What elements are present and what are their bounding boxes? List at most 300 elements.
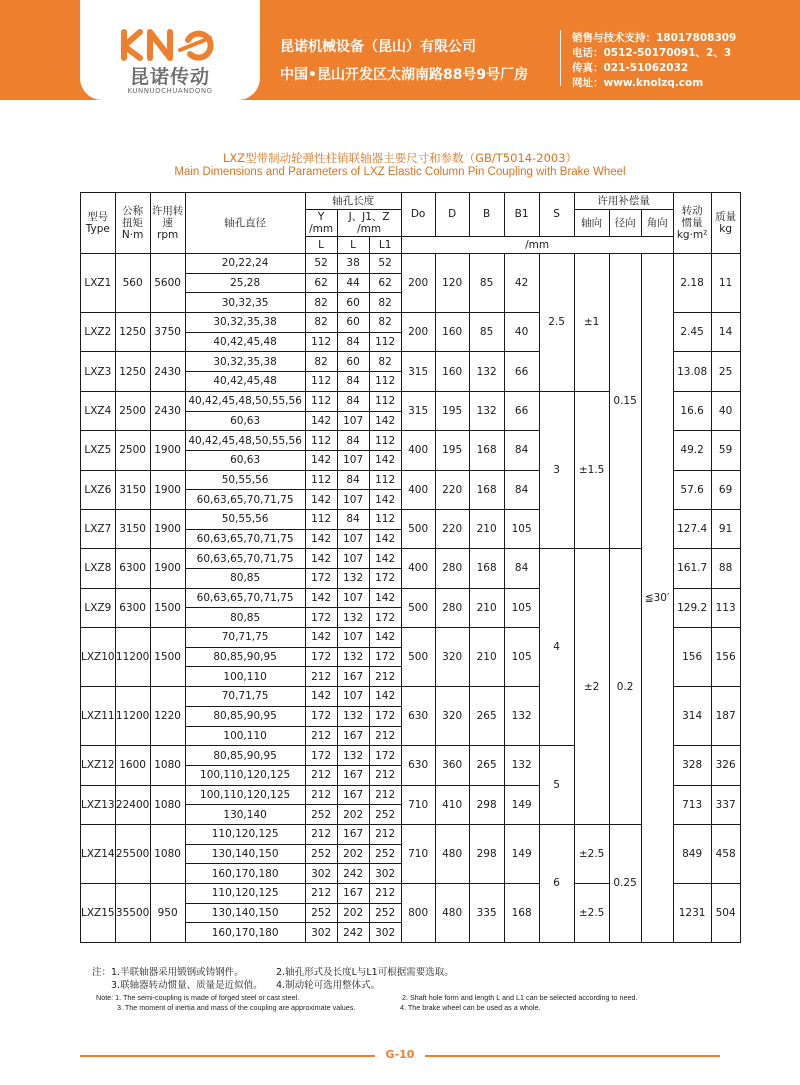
cell-inertia: 2.45 (673, 313, 711, 352)
cell-s: 3 (539, 391, 574, 549)
cell-length-l1: 52 (369, 254, 401, 274)
cell-type: LXZ8 (81, 549, 116, 588)
cell-d0: 500 (401, 588, 435, 627)
cell-length-l1: 302 (369, 923, 401, 943)
cell-d0: 500 (401, 509, 435, 548)
cell-speed: 1500 (150, 628, 185, 687)
cell-length-l-y: 212 (305, 884, 337, 904)
spec-table (80, 192, 741, 943)
cell-torque: 1600 (115, 746, 150, 785)
cell-type: LXZ7 (81, 509, 116, 548)
cell-length-l-j: 60 (337, 293, 369, 313)
cell-length-l-j: 107 (337, 588, 369, 608)
cell-d0: 500 (401, 628, 435, 687)
cell-length-l1: 172 (369, 746, 401, 766)
cell-b: 335 (469, 884, 504, 943)
cell-s: 5 (539, 746, 574, 825)
cell-length-l-y: 172 (305, 746, 337, 766)
cell-speed: 950 (150, 884, 185, 943)
cell-bore-diameter: 130,140 (185, 805, 305, 825)
cell-b1: 105 (504, 588, 539, 627)
cell-length-l-y: 212 (305, 785, 337, 805)
cell-length-l-j: 107 (337, 450, 369, 470)
cell-length-l-j: 107 (337, 529, 369, 549)
cell-length-l-y: 142 (305, 450, 337, 470)
table-row (81, 254, 741, 274)
cell-torque: 25500 (115, 824, 150, 883)
cell-bore-diameter: 60,63 (185, 450, 305, 470)
cell-bore-diameter: 60,63,65,70,71,75 (185, 588, 305, 608)
cell-length-l-j: 167 (337, 765, 369, 785)
cell-type: LXZ3 (81, 352, 116, 391)
cell-length-l-j: 242 (337, 864, 369, 884)
cell-d: 320 (435, 628, 469, 687)
cell-length-l1: 142 (369, 411, 401, 431)
col-bore: 轴孔直径 (185, 193, 305, 254)
cell-d0: 200 (401, 254, 435, 313)
cell-length-l-y: 112 (305, 431, 337, 451)
col-j: J、J1、Z /mm (337, 210, 401, 237)
cell-bore-diameter: 40,42,45,48 (185, 372, 305, 392)
cell-length-l-y: 112 (305, 509, 337, 529)
col-bore-length: 轴孔长度 (305, 193, 401, 210)
cell-bore-diameter: 100,110,120,125 (185, 785, 305, 805)
note-en-1: Note: 1. The semi-coupling is made of forged steel or cast steel. (96, 993, 300, 1002)
cell-length-l-j: 107 (337, 411, 369, 431)
cell-torque: 22400 (115, 785, 150, 824)
cell-length-l-j: 132 (337, 706, 369, 726)
cell-speed: 3750 (150, 313, 185, 352)
cell-bore-diameter: 70,71,75 (185, 628, 305, 648)
cell-radial: 0.15 (609, 254, 641, 549)
cell-inertia: 314 (673, 687, 711, 746)
cell-length-l1: 112 (369, 470, 401, 490)
cell-length-l1: 172 (369, 608, 401, 628)
col-l-j: L (337, 237, 369, 254)
cell-length-l-j: 132 (337, 647, 369, 667)
cell-mass: 88 (711, 549, 740, 588)
cell-b1: 66 (504, 391, 539, 430)
cell-inertia: 713 (673, 785, 711, 824)
cell-b: 132 (469, 391, 504, 430)
cell-length-l1: 172 (369, 706, 401, 726)
cell-length-l-y: 142 (305, 687, 337, 707)
cell-speed: 2430 (150, 391, 185, 430)
note-cn-3: 3.联轴器转动惯量、质量是近似值。 (111, 980, 263, 991)
cell-inertia: 2.18 (673, 254, 711, 313)
note-cn-2: 2.轴孔形式及长度L与L1可根据需要选取。 (276, 967, 454, 978)
cell-bore-diameter: 100,110 (185, 667, 305, 687)
cell-type: LXZ14 (81, 824, 116, 883)
cell-bore-diameter: 30,32,35 (185, 293, 305, 313)
cell-s: 4 (539, 549, 574, 746)
cell-torque: 6300 (115, 549, 150, 588)
cell-mass: 187 (711, 687, 740, 746)
cell-mass: 326 (711, 746, 740, 785)
cell-length-l1: 112 (369, 509, 401, 529)
cell-b1: 149 (504, 824, 539, 883)
cell-type: LXZ13 (81, 785, 116, 824)
cell-length-l-y: 112 (305, 391, 337, 411)
cell-b1: 84 (504, 431, 539, 470)
cell-length-l-j: 84 (337, 391, 369, 411)
col-l1: L1 (369, 237, 401, 254)
cell-inertia: 16.6 (673, 391, 711, 430)
cell-speed: 1900 (150, 549, 185, 588)
cell-d0: 630 (401, 746, 435, 785)
cell-length-l-y: 82 (305, 313, 337, 333)
cell-type: LXZ15 (81, 884, 116, 943)
cell-d0: 200 (401, 313, 435, 352)
cell-type: LXZ2 (81, 313, 116, 352)
note-cn-4: 4.制动轮可选用整体式。 (276, 980, 381, 991)
cell-mass: 11 (711, 254, 740, 313)
contact-website[interactable]: 网址：www.knolzq.com (572, 77, 704, 89)
cell-length-l-y: 142 (305, 628, 337, 648)
cell-bore-diameter: 100,110,120,125 (185, 765, 305, 785)
cell-b: 210 (469, 509, 504, 548)
cell-length-l1: 212 (369, 824, 401, 844)
cell-bore-diameter: 110,120,125 (185, 884, 305, 904)
cell-mass: 59 (711, 431, 740, 470)
cell-angular: ≦30′ (641, 254, 673, 943)
cell-length-l-j: 107 (337, 687, 369, 707)
col-mass: 质量 kg (711, 193, 740, 254)
cell-b: 210 (469, 628, 504, 687)
cell-type: LXZ12 (81, 746, 116, 785)
cell-length-l-y: 112 (305, 470, 337, 490)
cell-length-l-j: 38 (337, 254, 369, 274)
logo-brand-cn: 昆诺传动 (129, 66, 210, 88)
cell-length-l-j: 60 (337, 313, 369, 333)
cell-mass: 40 (711, 391, 740, 430)
cell-d: 160 (435, 313, 469, 352)
contact-fax: 传真：021-51062032 (572, 62, 689, 74)
cell-length-l-y: 142 (305, 411, 337, 431)
cell-inertia: 13.08 (673, 352, 711, 391)
col-torque: 公称 扭矩 N·m (115, 193, 150, 254)
cell-type: LXZ6 (81, 470, 116, 509)
cell-length-l1: 212 (369, 765, 401, 785)
cell-length-l1: 142 (369, 450, 401, 470)
cell-bore-diameter: 40,42,45,48 (185, 332, 305, 352)
cell-length-l-j: 44 (337, 273, 369, 293)
cell-bore-diameter: 130,140,150 (185, 844, 305, 864)
cell-bore-diameter: 30,32,35,38 (185, 313, 305, 333)
cell-mass: 91 (711, 509, 740, 548)
cell-length-l-j: 167 (337, 824, 369, 844)
cell-bore-diameter: 50,55,56 (185, 470, 305, 490)
header-divider (560, 30, 561, 86)
cell-length-l-y: 172 (305, 608, 337, 628)
cell-speed: 1080 (150, 746, 185, 785)
cell-mass: 458 (711, 824, 740, 883)
cell-d: 280 (435, 588, 469, 627)
cell-length-l-y: 212 (305, 765, 337, 785)
cell-d: 480 (435, 824, 469, 883)
cell-length-l-y: 82 (305, 293, 337, 313)
note-cn-1: 注：1.半联轴器采用锻钢或铸钢件。 (92, 967, 244, 978)
cell-length-l-j: 242 (337, 923, 369, 943)
cell-length-l1: 112 (369, 431, 401, 451)
cell-speed: 1220 (150, 687, 185, 746)
cell-length-l-j: 202 (337, 844, 369, 864)
cell-d: 320 (435, 687, 469, 746)
cell-b: 168 (469, 470, 504, 509)
cell-bore-diameter: 80,85 (185, 608, 305, 628)
cell-inertia: 49.2 (673, 431, 711, 470)
cell-torque: 3150 (115, 509, 150, 548)
cell-length-l-j: 107 (337, 549, 369, 569)
cell-d0: 630 (401, 687, 435, 746)
col-s: S (539, 193, 574, 237)
cell-type: LXZ1 (81, 254, 116, 313)
cell-torque: 3150 (115, 470, 150, 509)
cell-length-l-y: 172 (305, 647, 337, 667)
cell-b1: 105 (504, 628, 539, 687)
cell-d: 360 (435, 746, 469, 785)
cell-b1: 132 (504, 687, 539, 746)
cell-d0: 710 (401, 824, 435, 883)
cell-length-l-j: 84 (337, 372, 369, 392)
cell-length-l1: 112 (369, 391, 401, 411)
cell-length-l-j: 167 (337, 667, 369, 687)
cell-torque: 2500 (115, 391, 150, 430)
cell-b1: 42 (504, 254, 539, 313)
cell-mass: 69 (711, 470, 740, 509)
cell-b: 265 (469, 687, 504, 746)
cell-bore-diameter: 60,63 (185, 411, 305, 431)
cell-bore-diameter: 40,42,45,48,50,55,56 (185, 431, 305, 451)
cell-length-l1: 142 (369, 490, 401, 510)
company-name: 昆诺机械设备（昆山）有限公司 (280, 39, 476, 55)
note-en-3: 3. The moment of inertia and mass of the coupling are approximate values. (117, 1003, 356, 1012)
cell-length-l1: 62 (369, 273, 401, 293)
cell-axial: ±1 (574, 254, 609, 392)
cell-length-l-j: 84 (337, 431, 369, 451)
cell-length-l-y: 212 (305, 824, 337, 844)
company-logo (80, 0, 260, 100)
cell-type: LXZ9 (81, 588, 116, 627)
cell-torque: 1250 (115, 313, 150, 352)
cell-inertia: 129.2 (673, 588, 711, 627)
col-y: Y /mm (305, 210, 337, 237)
cell-length-l-j: 132 (337, 746, 369, 766)
unit-mm: /mm (401, 237, 673, 254)
cell-length-l-j: 84 (337, 509, 369, 529)
cell-length-l-j: 202 (337, 805, 369, 825)
cell-bore-diameter: 60,63,65,70,71,75 (185, 529, 305, 549)
cell-length-l1: 142 (369, 687, 401, 707)
cell-inertia: 161.7 (673, 549, 711, 588)
cell-length-l-j: 107 (337, 490, 369, 510)
table-header (81, 193, 741, 254)
cell-d: 480 (435, 884, 469, 943)
cell-length-l1: 142 (369, 588, 401, 608)
cell-bore-diameter: 80,85,90,95 (185, 746, 305, 766)
cell-length-l1: 212 (369, 785, 401, 805)
cell-d: 410 (435, 785, 469, 824)
cell-axial: ±2.5 (574, 884, 609, 943)
cell-b: 298 (469, 785, 504, 824)
cell-length-l1: 172 (369, 647, 401, 667)
col-axial: 轴向 (574, 210, 609, 237)
col-inertia: 转动 惯量 kg·m² (673, 193, 711, 254)
cell-length-l-y: 212 (305, 726, 337, 746)
cell-length-l-y: 172 (305, 706, 337, 726)
cell-type: LXZ5 (81, 431, 116, 470)
cell-d: 120 (435, 254, 469, 313)
cell-b: 298 (469, 824, 504, 883)
cell-d0: 400 (401, 431, 435, 470)
cell-bore-diameter: 70,71,75 (185, 687, 305, 707)
cell-d: 195 (435, 431, 469, 470)
cell-length-l-y: 252 (305, 805, 337, 825)
header-banner (0, 0, 800, 100)
table-body (81, 254, 741, 943)
cell-torque: 560 (115, 254, 150, 313)
contact-sales: 销售与技术支持：18017808309 (572, 32, 737, 44)
cell-d: 195 (435, 391, 469, 430)
cell-bore-diameter: 25,28 (185, 273, 305, 293)
cell-length-l-y: 252 (305, 844, 337, 864)
cell-length-l1: 82 (369, 293, 401, 313)
cell-radial: 0.25 (609, 824, 641, 942)
col-l-y: L (305, 237, 337, 254)
cell-speed: 5600 (150, 254, 185, 313)
cell-d: 220 (435, 470, 469, 509)
cell-length-l1: 82 (369, 352, 401, 372)
cell-length-l-y: 112 (305, 372, 337, 392)
cell-length-l1: 252 (369, 805, 401, 825)
cell-length-l1: 212 (369, 726, 401, 746)
cell-length-l1: 302 (369, 864, 401, 884)
cell-axial: ±1.5 (574, 391, 609, 549)
table-title-cn: LXZ型带制动轮弹性柱销联轴器主要尺寸和参数（GB/T5014-2003） (222, 151, 578, 165)
cell-mass: 14 (711, 313, 740, 352)
cell-length-l-y: 142 (305, 529, 337, 549)
cell-length-l-j: 202 (337, 903, 369, 923)
cell-b1: 84 (504, 549, 539, 588)
col-type: 型号 Type (81, 193, 116, 254)
cell-length-l-y: 142 (305, 549, 337, 569)
cell-inertia: 156 (673, 628, 711, 687)
cell-bore-diameter: 160,170,180 (185, 923, 305, 943)
cell-length-l-y: 112 (305, 332, 337, 352)
cell-type: LXZ4 (81, 391, 116, 430)
cell-length-l-y: 142 (305, 588, 337, 608)
cell-bore-diameter: 20,22,24 (185, 254, 305, 274)
cell-b1: 40 (504, 313, 539, 352)
cell-speed: 1900 (150, 470, 185, 509)
cell-torque: 35500 (115, 884, 150, 943)
cell-mass: 156 (711, 628, 740, 687)
cell-length-l-y: 172 (305, 569, 337, 589)
cell-d: 280 (435, 549, 469, 588)
cell-d0: 800 (401, 884, 435, 943)
cell-d0: 315 (401, 352, 435, 391)
cell-inertia: 1231 (673, 884, 711, 943)
cell-length-l-y: 62 (305, 273, 337, 293)
cell-bore-diameter: 100,110 (185, 726, 305, 746)
cell-length-l-j: 132 (337, 569, 369, 589)
cell-b: 168 (469, 431, 504, 470)
cell-bore-diameter: 40,42,45,48,50,55,56 (185, 391, 305, 411)
cell-speed: 1900 (150, 431, 185, 470)
col-speed: 许用转 速 rpm (150, 193, 185, 254)
cell-axial: ±2 (574, 549, 609, 825)
cell-length-l-y: 52 (305, 254, 337, 274)
cell-length-l1: 212 (369, 884, 401, 904)
cell-s: 2.5 (539, 254, 574, 392)
cell-length-l-y: 212 (305, 667, 337, 687)
cell-length-l-j: 60 (337, 352, 369, 372)
cell-inertia: 328 (673, 746, 711, 785)
cell-length-l1: 112 (369, 332, 401, 352)
cell-speed: 1080 (150, 785, 185, 824)
cell-type: LXZ10 (81, 628, 116, 687)
cell-length-l-j: 167 (337, 785, 369, 805)
cell-b: 210 (469, 588, 504, 627)
cell-d: 220 (435, 509, 469, 548)
note-en-4: 4. The brake wheel can be used as a whole. (400, 1003, 541, 1012)
col-compensation: 许用补偿量 (574, 193, 673, 210)
cell-b1: 66 (504, 352, 539, 391)
cell-b: 132 (469, 352, 504, 391)
cell-torque: 6300 (115, 588, 150, 627)
cell-length-l1: 212 (369, 667, 401, 687)
cell-bore-diameter: 80,85 (185, 569, 305, 589)
cell-mass: 25 (711, 352, 740, 391)
cell-bore-diameter: 30,32,35,38 (185, 352, 305, 372)
cell-d0: 710 (401, 785, 435, 824)
cell-length-l1: 252 (369, 903, 401, 923)
cell-mass: 113 (711, 588, 740, 627)
col-d0: Do (401, 193, 435, 237)
cell-s: 6 (539, 824, 574, 942)
cell-bore-diameter: 50,55,56 (185, 509, 305, 529)
cell-length-l-j: 84 (337, 470, 369, 490)
cell-b1: 132 (504, 746, 539, 785)
cell-torque: 11200 (115, 687, 150, 746)
cell-length-l-y: 82 (305, 352, 337, 372)
cell-bore-diameter: 60,63,65,70,71,75 (185, 490, 305, 510)
cell-d: 160 (435, 352, 469, 391)
cell-length-l-y: 302 (305, 923, 337, 943)
cell-length-l-j: 132 (337, 608, 369, 628)
cell-inertia: 849 (673, 824, 711, 883)
cell-length-l1: 142 (369, 628, 401, 648)
cell-b1: 168 (504, 884, 539, 943)
cell-length-l1: 112 (369, 372, 401, 392)
page-number: G-10 (375, 1048, 425, 1066)
cell-b1: 84 (504, 470, 539, 509)
cell-bore-diameter: 80,85,90,95 (185, 647, 305, 667)
cell-torque: 2500 (115, 431, 150, 470)
cell-length-l1: 252 (369, 844, 401, 864)
cell-bore-diameter: 160,170,180 (185, 864, 305, 884)
cell-type: LXZ11 (81, 687, 116, 746)
cell-torque: 11200 (115, 628, 150, 687)
cell-speed: 2430 (150, 352, 185, 391)
cell-b1: 149 (504, 785, 539, 824)
cell-radial: 0.2 (609, 549, 641, 825)
cell-b: 85 (469, 254, 504, 313)
cell-inertia: 57.6 (673, 470, 711, 509)
cell-b1: 105 (504, 509, 539, 548)
col-d: D (435, 193, 469, 237)
cell-speed: 1500 (150, 588, 185, 627)
